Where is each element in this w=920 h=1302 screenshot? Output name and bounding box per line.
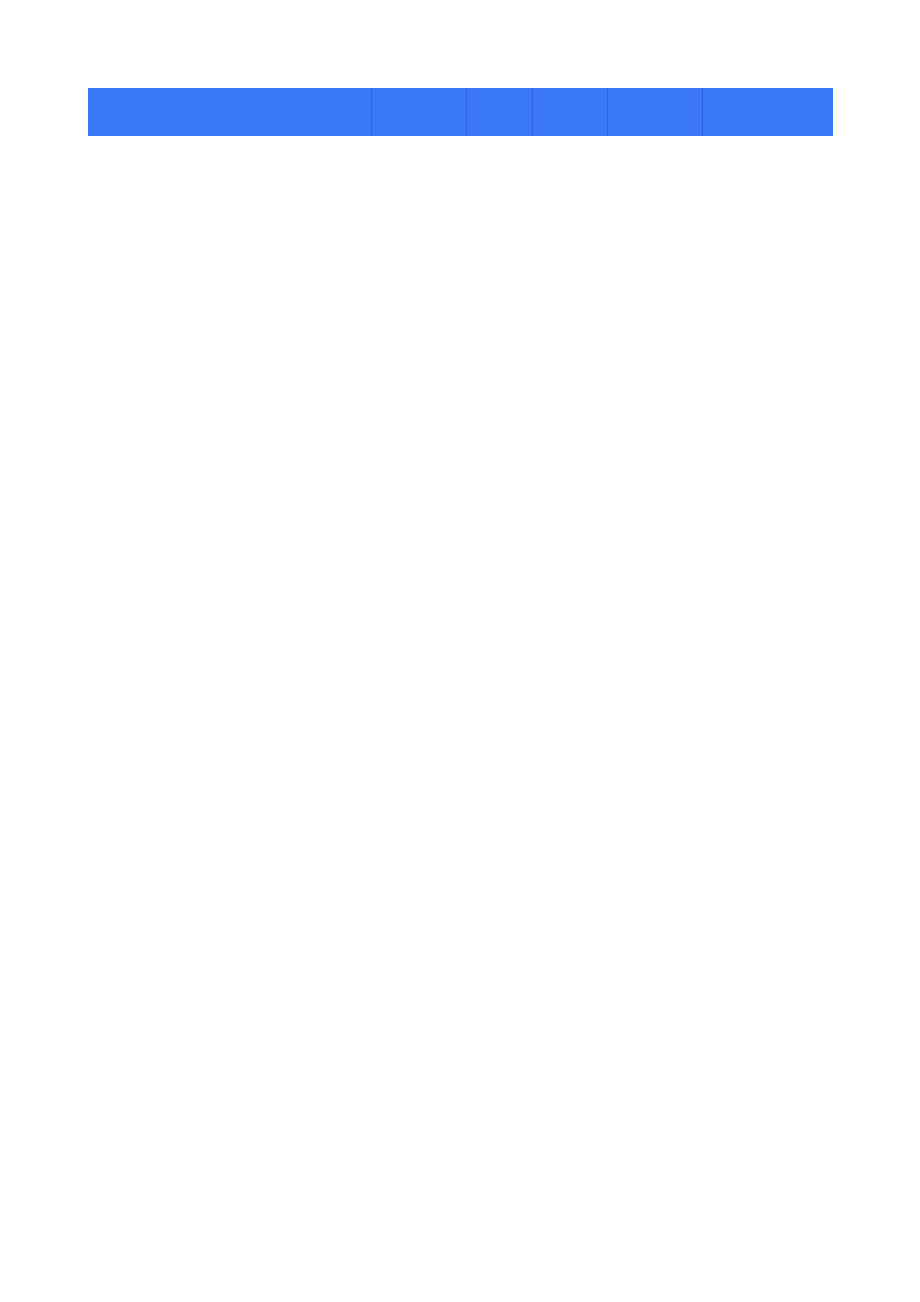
header-set: [607, 88, 702, 136]
table-header: [88, 88, 833, 136]
spacer: [88, 136, 833, 184]
header-model: [88, 88, 371, 136]
header-material: [702, 88, 833, 136]
header-power: [532, 88, 607, 136]
header-capacity: [371, 88, 466, 136]
header-head: [466, 88, 532, 136]
pump-table: [88, 88, 833, 184]
